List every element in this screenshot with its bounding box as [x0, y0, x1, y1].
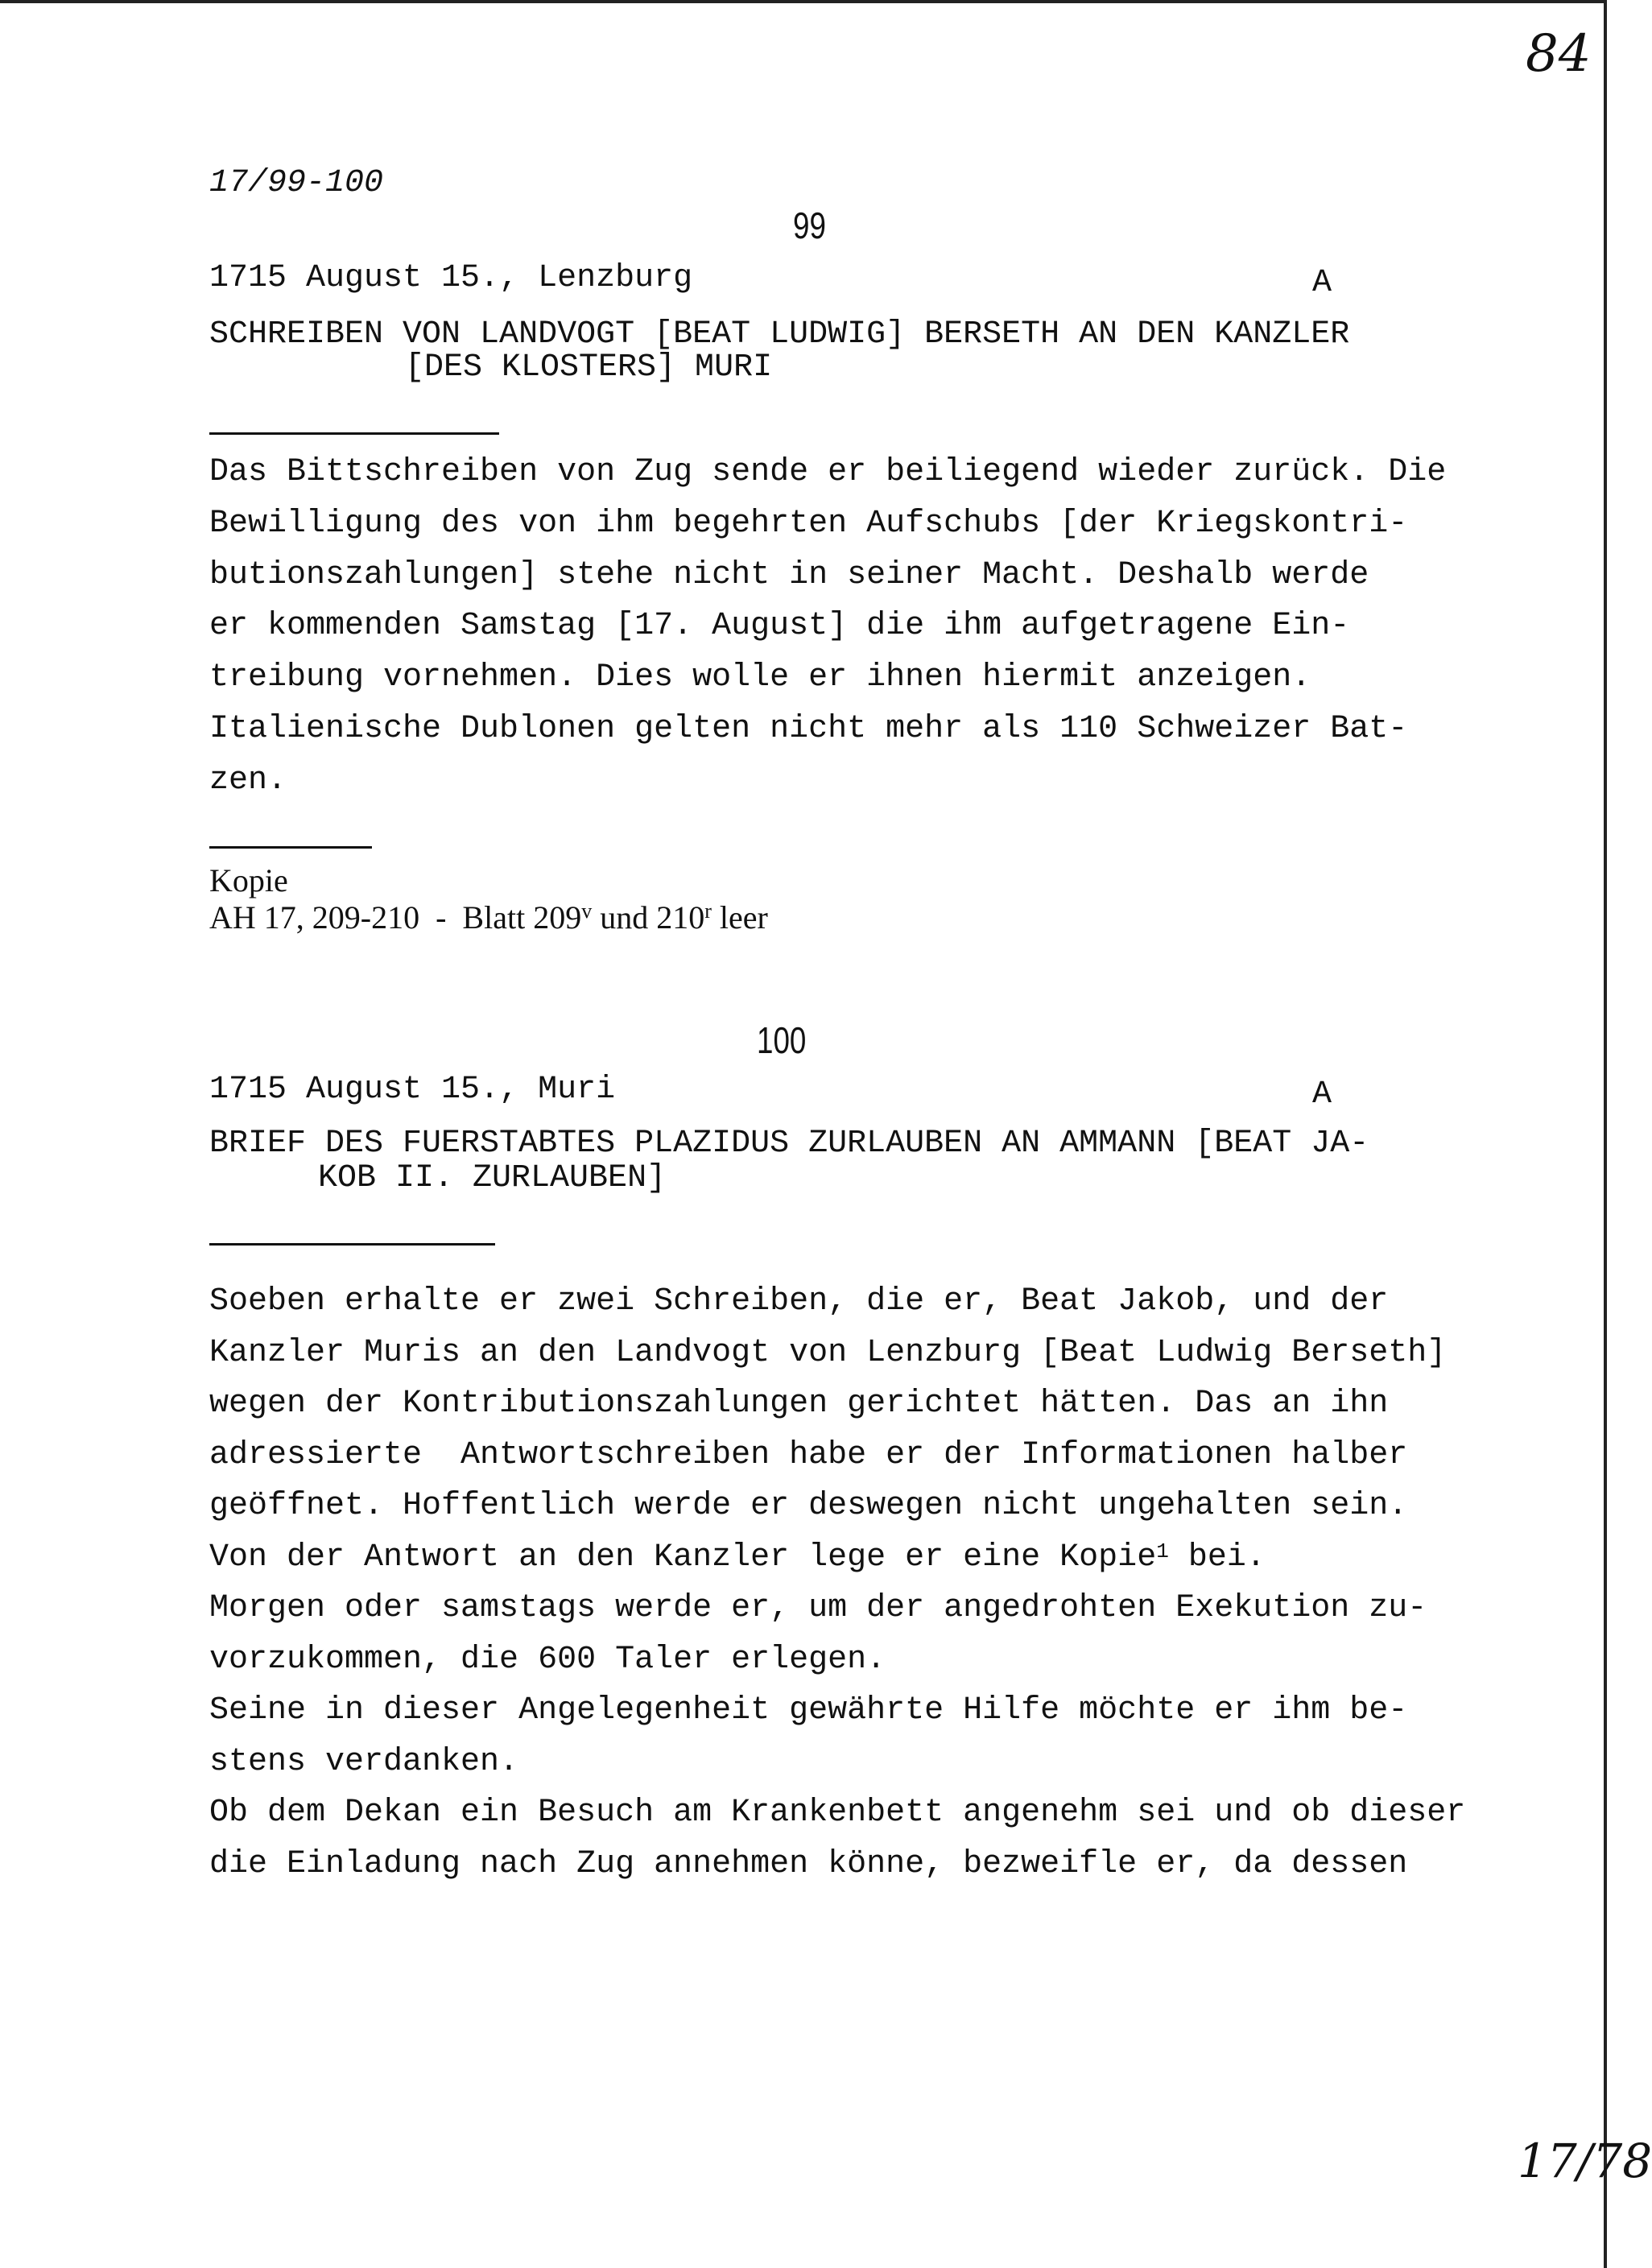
sup-verso: v [581, 899, 593, 923]
body-line: Italienische Dublonen gelten nicht mehr als 110 Schweizer Bat- [209, 711, 1408, 747]
source-ref: AH 17, 209-210 - Blatt 209 [209, 899, 582, 936]
body-line: zen. [209, 762, 287, 799]
title-100-line2: KOB II. ZURLAUBEN] [318, 1160, 667, 1196]
title-99-line2: [DES KLOSTERS] MURI [405, 349, 773, 386]
handwritten-page-number: 84 [1526, 24, 1592, 84]
body-line: Seine in dieser Angelegenheit gewährte Hilfe möchte er ihm be- [209, 1692, 1408, 1729]
source-mid: und 210 [592, 899, 705, 936]
body-line: die Einladung nach Zug annehmen könne, bezweifle er, da dessen [209, 1845, 1408, 1882]
body-line: treibung vornehmen. Dies wolle er ihnen hiermit anzeigen. [209, 659, 1311, 696]
footnote-mark: 1 [1156, 1539, 1169, 1564]
source-99 [209, 899, 768, 937]
source-label-99: Kopie [209, 862, 288, 899]
title-99-line1: SCHREIBEN VON LANDVOGT [BEAT LUDWIG] BERSETH AN DEN KANZLER [209, 316, 1350, 353]
body-text: Von der Antwort an den Kanzler lege er eine Kopie [209, 1539, 1157, 1576]
body-line: stens verdanken. [209, 1743, 519, 1780]
title-100-line1: BRIEF DES FUERSTABTES PLAZIDUS ZURLAUBEN AN AMMANN [BEAT JA- [209, 1126, 1369, 1162]
type-99: A [1312, 265, 1332, 301]
body-line [209, 1539, 1266, 1577]
divider [209, 1243, 495, 1246]
date-place-100: 1715 August 15., Muri [209, 1072, 616, 1108]
body-line: er kommenden Samstag [17. August] die ihm aufgetragene Ein- [209, 608, 1350, 645]
divider [209, 432, 499, 435]
source-end: leer [711, 899, 768, 936]
sup-recto: r [704, 899, 712, 923]
body-line: vorzukommen, die 600 Taler erlegen. [209, 1641, 886, 1678]
body-line: Morgen oder samstags werde er, um der angedrohten Exekution zu- [209, 1590, 1427, 1626]
body-line: butionszahlungen] stehe nicht in seiner Macht. Deshalb werde [209, 556, 1369, 593]
body-line: adressierte Antwortschreiben habe er der Informationen halber [209, 1436, 1408, 1473]
reference-number: 17/99-100 [209, 165, 384, 201]
handwritten-folio-mark: 17/78 [1518, 2134, 1652, 2188]
divider [209, 846, 372, 849]
document-number-99: 99 [793, 204, 826, 246]
body-line: Das Bittschreiben von Zug sende er beiliegend wieder zurück. Die [209, 454, 1447, 490]
body-line: geöffnet. Hoffentlich werde er deswegen nicht ungehalten sein. [209, 1488, 1408, 1524]
type-100: A [1312, 1076, 1332, 1113]
body-line: Bewilligung des von ihm begehrten Aufschubs [der Kriegskontri- [209, 505, 1408, 542]
body-line: Soeben erhalte er zwei Schreiben, die er, Beat Jakob, und der [209, 1283, 1389, 1320]
body-line: Ob dem Dekan ein Besuch am Krankenbett angenehm sei und ob dieser [209, 1795, 1466, 1831]
body-line: Kanzler Muris an den Landvogt von Lenzburg [Beat Ludwig Berseth] [209, 1334, 1447, 1371]
body-line: wegen der Kontributionszahlungen gerichtet hätten. Das an ihn [209, 1386, 1389, 1422]
body-text: bei. [1168, 1539, 1266, 1576]
date-place-99: 1715 August 15., Lenzburg [209, 260, 693, 296]
document-number-100: 100 [757, 1019, 807, 1061]
